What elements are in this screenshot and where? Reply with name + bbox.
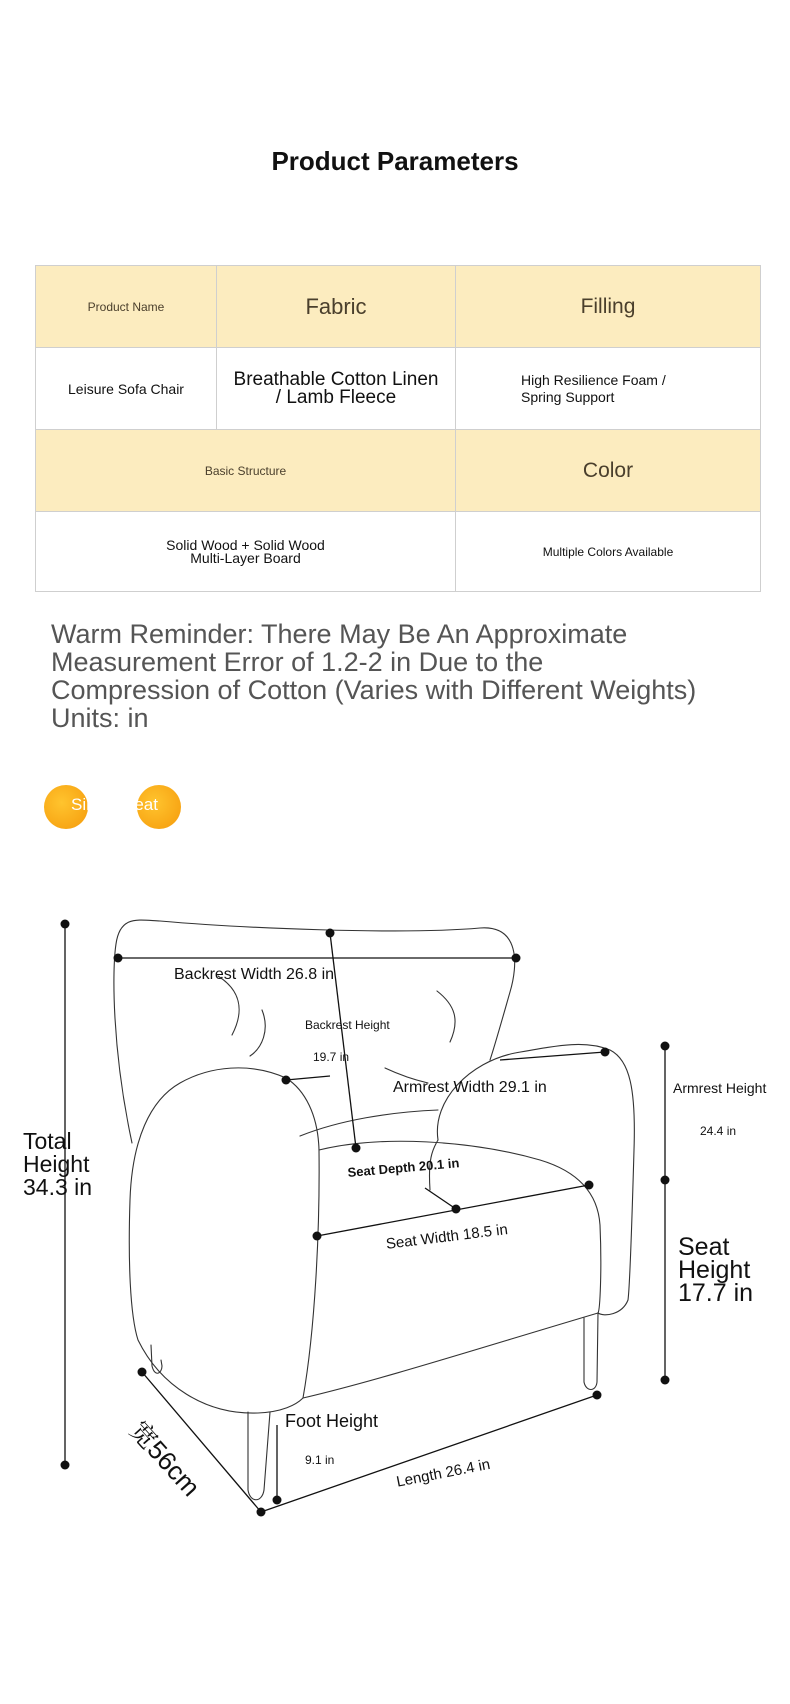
marker-dot — [661, 1176, 670, 1185]
armrest-width-line-a — [286, 1076, 330, 1080]
front-left-leg — [248, 1412, 270, 1500]
front-right-leg — [584, 1313, 598, 1390]
value-color: Multiple Colors Available — [542, 544, 674, 559]
marker-dot — [114, 954, 123, 963]
header-fabric: Fabric — [217, 266, 456, 348]
value-basic-structure: Solid Wood + Solid Wood Multi-Layer Board — [36, 512, 456, 591]
marker-dot — [352, 1144, 361, 1153]
foot-height-value: 9.1 in — [305, 1453, 335, 1467]
header-basic-structure: Basic Structure — [36, 430, 456, 512]
foot-height-label: Foot Height — [285, 1411, 379, 1431]
marker-dot — [61, 1461, 70, 1470]
header-color: Color — [456, 430, 760, 512]
header-product-name: Product Name — [36, 266, 217, 348]
marker-dot — [601, 1048, 610, 1057]
backrest-height-value: 19.7 in — [313, 1050, 350, 1064]
marker-dot — [282, 1076, 291, 1085]
seat-width-label: Seat Width 18.5 in — [385, 1221, 509, 1253]
marker-dot — [593, 1391, 602, 1400]
armrest-height-value: 24.4 in — [700, 1124, 737, 1138]
marker-dot — [512, 954, 521, 963]
backrest-tuft — [250, 1010, 265, 1056]
seat-height-label: Seat Height 17.7 in — [678, 1233, 754, 1307]
backrest-tuft — [437, 991, 455, 1042]
seat-back-edge — [300, 1110, 438, 1136]
backrest-tuft — [218, 976, 239, 1035]
backrest-width-label: Backrest Width 26.8 in — [174, 966, 335, 983]
marker-dot — [585, 1181, 594, 1190]
width-cn-label: 宽56cm — [123, 1415, 207, 1503]
single-seat-label: Single Seat — [71, 795, 158, 814]
seat-depth-line — [425, 1188, 456, 1209]
marker-dot — [661, 1376, 670, 1385]
seat-front-edge — [303, 1313, 598, 1398]
header-filling: Filling — [456, 266, 760, 348]
value-filling: High Resilience Foam / Spring Support — [456, 348, 760, 430]
marker-dot — [313, 1232, 322, 1241]
length-label: Length 26.4 in — [395, 1455, 492, 1491]
marker-dot — [452, 1205, 461, 1214]
marker-dot — [661, 1042, 670, 1051]
value-fabric: Breathable Cotton Linen / Lamb Fleece — [217, 348, 456, 430]
left-armrest — [129, 1068, 303, 1413]
marker-dot — [273, 1496, 282, 1505]
marker-dot — [257, 1508, 266, 1517]
total-height-label: Total Height 34.3 in — [23, 1128, 93, 1200]
warm-reminder: Warm Reminder: There May Be An Approximate Measurement Error of 1.2-2 in Due to the Compression of Cotton (Varies with Different Weights) Units: in — [51, 619, 697, 733]
marker-dot — [326, 929, 335, 938]
backrest-height-label: Backrest Height — [305, 1018, 390, 1032]
marker-dot — [138, 1368, 147, 1377]
seat-depth-label: Seat Depth 20.1 in — [347, 1155, 460, 1180]
page-title: Product Parameters — [271, 146, 519, 176]
armrest-height-label: Armrest Height — [673, 1080, 767, 1096]
value-product-name: Leisure Sofa Chair — [36, 348, 217, 430]
armrest-width-label: Armrest Width 29.1 in — [393, 1079, 547, 1096]
marker-dot — [61, 920, 70, 929]
